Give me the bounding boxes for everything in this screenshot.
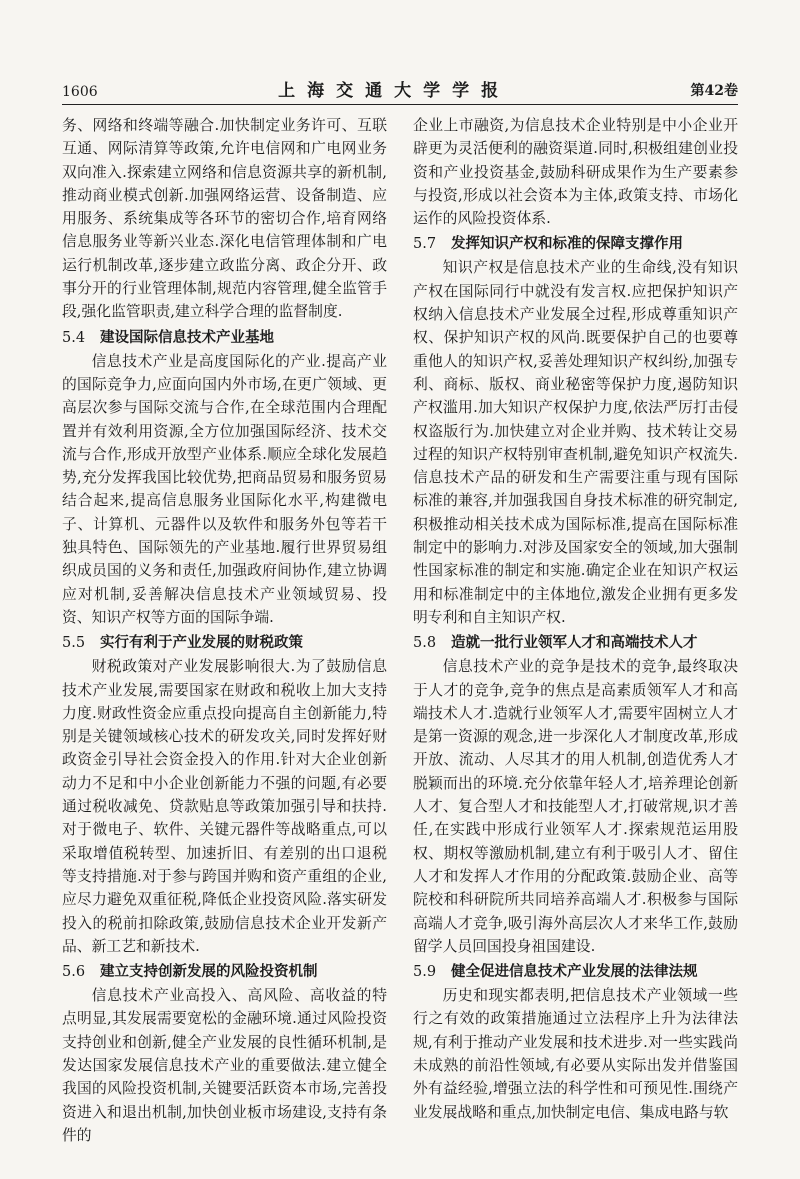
section-title: 实行有利于产业发展的财税政策 bbox=[100, 635, 303, 652]
section-heading-5-9 bbox=[413, 961, 738, 983]
journal-title: 上海交通大学学报 bbox=[278, 81, 511, 101]
section-title: 健全促进信息技术产业发展的法律法规 bbox=[451, 964, 698, 981]
section-number: 5.7 bbox=[413, 236, 437, 253]
paragraph: 信息技术产业高投入、高风险、高收益的特点明显,其发展需要宽松的金融环境.通过风险投资支持创业和创新,健全产业发展的良性循环机制,是发达国家发展信息技术产业的重要做法.建立健全我国的风险投资机制,关键要活跃资本市场,完善投资进入和退出机制,加快创业板市场建设,支持有条件的 bbox=[62, 987, 387, 1144]
volume-label: 第42卷 bbox=[690, 83, 738, 99]
section-heading-5-6 bbox=[62, 961, 387, 983]
section-number: 5.5 bbox=[62, 635, 86, 652]
page-number: 1606 bbox=[62, 84, 98, 100]
section-title: 建设国际信息技术产业基地 bbox=[100, 329, 274, 346]
paragraph: 务、网络和终端等融合.加快制定业务许可、互联互通、网际清算等政策,允许电信网和广电网业务双向准入.探索建立网络和信息资源共享的新机制,推动商业模式创新.加强网络运营、设备制造、应用服务、系统集成等各环节的密切合作,培育网络信息服务业等新兴业态.深化电信管理体制和广电运行机制改革,逐步建立政监分离、政企分开、政事分开的行业管理体制,规范内容管理,健全监管手段,强化监管职责,建立科学合理的监督制度. bbox=[62, 117, 387, 321]
section-number: 5.9 bbox=[413, 964, 437, 981]
paragraph: 财税政策对产业发展影响很大.为了鼓励信息技术产业发展,需要国家在财政和税收上加大支持力度.财政性资金应重点投向提高自主创新能力,特别是关键领域核心技术的研发攻关,同时发挥好财政资金引导社会资金投入的作用.针对大企业创新动力不足和中小企业创新能力不强的问题,有必要通过税收减免、贷款贴息等政策加强引导和扶持.对于微电子、软件、关键元器件等战略重点,可以采取增值税转型、加速折旧、有差别的出口退税等支持措施.对于参与跨国并购和资产重组的企业,应尽力避免双重征税,降低企业投资风险.落实研发投入的税前扣除政策,鼓励信息技术企业开发新产品、新工艺和新技术. bbox=[62, 658, 387, 955]
section-title: 建立支持创新发展的风险投资机制 bbox=[100, 964, 318, 981]
section-number: 5.8 bbox=[413, 635, 437, 652]
section-title: 发挥知识产权和标准的保障支撑作用 bbox=[451, 236, 683, 253]
paragraph: 信息技术产业是高度国际化的产业.提高产业的国际竞争力,应面向国内外市场,在更广领域、更高层次参与国际交流与合作,在全球范围内合理配置并有效利用资源,全方位加强国际经济、技术交流与合作,形成开放型产业体系.顺应全球化发展趋势,充分发挥我国比较优势,把商品贸易和服务贸易结合起来,提高信息服务业国际化水平,构建微电子、计算机、元器件以及软件和服务外包等若干独具特色、国际领先的产业基地.履行世界贸易组织成员国的义务和责任,加强政府间协作,建立协调应对机制,妥善解决信息技术产业领域贸易、投资、知识产权等方面的国际争端. bbox=[62, 352, 387, 626]
left-column bbox=[62, 114, 387, 1147]
paragraph: 历史和现实都表明,把信息技术产业领域一些行之有效的政策措施通过立法程序上升为法律法规,有利于推动产业发展和技术进步.对一些实践尚未成熟的前沿性领域,有必要从实际出发并借鉴国外有益经验,增强立法的科学性和可预见性.围绕产业发展战略和重点,加快制定电信、集成电路与软 bbox=[413, 987, 738, 1121]
section-title: 造就一批行业领军人才和高端技术人才 bbox=[451, 635, 698, 652]
section-number: 5.6 bbox=[62, 964, 86, 981]
section-heading-5-8 bbox=[413, 632, 738, 654]
paragraph: 知识产权是信息技术产业的生命线,没有知识产权在国际同行中就没有发言权.应把保护知识产权纳入信息技术产业发展全过程,形成尊重知识产权、保护知识产权的风尚.既要保护自己的也要尊重他人的知识产权,妥善处理知识产权纠纷,加强专利、商标、版权、商业秘密等保护力度,遏防知识产权滥用.加大知识产权保护力度,依法严厉打击侵权盗版行为.加快建立对企业并购、技术转让交易过程的知识产权特别审查机制,避免知识产权流失.信息技术产品的研发和生产需要注重与现有国际标准的兼容,并加强我国自身技术标准的研究制定,积极推动相关技术成为国际标准,提高在国际标准制定中的影响力.对涉及国家安全的领域,加大强制性国家标准的制定和实施.确定企业在知识产权运用和标准制定中的主体地位,激发企业拥有更多发明专利和自主知识产权. bbox=[413, 259, 738, 626]
right-column bbox=[413, 114, 738, 1124]
paragraph: 信息技术产业的竞争是技术的竞争,最终取决于人才的竞争,竞争的焦点是高素质领军人才和高端技术人才.造就行业领军人才,需要牢固树立人才是第一资源的观念,进一步深化人才制度改革,形成开放、流动、人尽其才的用人机制,创造优秀人才脱颖而出的环境.充分依靠年轻人才,培养理论创新人才、复合型人才和技能型人才,打破常规,识才善任,在实践中形成行业领军人才.探索规范运用股权、期权等激励机制,建立有利于吸引人才、留住人才和发挥人才作用的分配政策.鼓励企业、高等院校和科研院所共同培养高端人才.积极参与国际高端人才竞争,吸引海外高层次人才来华工作,鼓励留学人员回国投身祖国建设. bbox=[413, 658, 738, 955]
section-heading-5-7 bbox=[413, 233, 738, 255]
section-heading-5-5 bbox=[62, 632, 387, 654]
paragraph: 企业上市融资,为信息技术企业特别是中小企业开辟更为灵活便利的融资渠道.同时,积极组建创业投资和产业投资基金,鼓励科研成果作为生产要素参与投资,形成以社会资本为主体,政策支持、市场化运作的风险投资体系. bbox=[413, 117, 738, 228]
section-heading-5-4 bbox=[62, 327, 387, 349]
running-header bbox=[62, 74, 738, 105]
section-number: 5.4 bbox=[62, 329, 86, 346]
